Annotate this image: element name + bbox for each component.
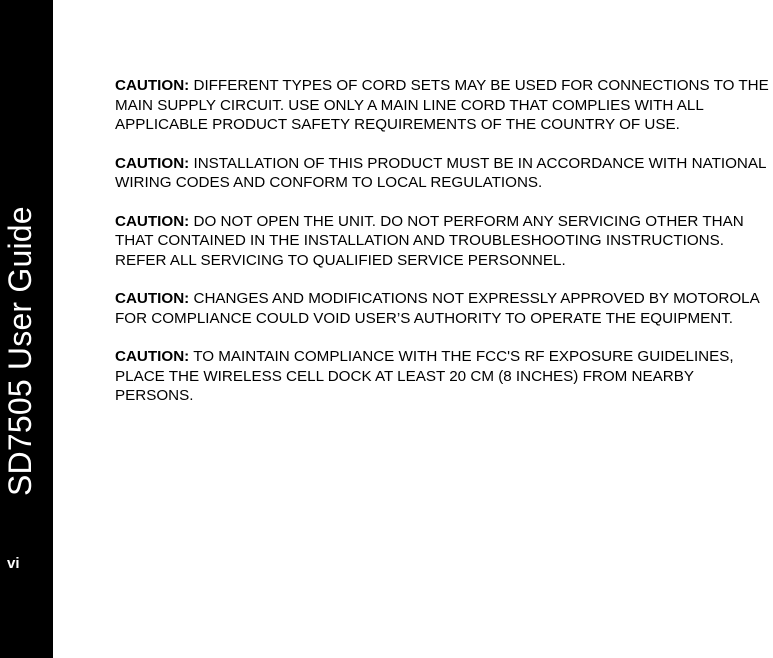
caution-label: CAUTION: (115, 77, 190, 94)
caution-label: CAUTION: (115, 154, 190, 172)
caution-do-not-open (115, 212, 773, 271)
caution-label: CAUTION: (115, 348, 190, 365)
caution-modifications (115, 289, 773, 328)
caution-installation (115, 154, 773, 193)
caution-label: CAUTION: (115, 290, 190, 307)
caution-text: DO NOT OPEN THE UNIT. DO NOT PERFORM ANY SERVICING OTHER THAN THAT CONTAINED IN THE INSTALLATION AND TROUBLESHOOTING INSTRUCTIONS. REFER ALL SERVICING TO QUALIFIED SERVICE PERSONNEL. (115, 212, 744, 269)
caution-text: DIFFERENT TYPES OF CORD SETS MAY BE USED FOR CONNECTIONS TO THE MAIN SUPPLY CIRCUIT. USE ONLY A MAIN LINE CORD THAT COMPLIES WITH ALL APPLICABLE PRODUCT SAFETY REQUIREMENTS OF THE COUNTRY OF USE. (115, 77, 769, 133)
caution-list (115, 76, 773, 425)
caution-text: CHANGES AND MODIFICATIONS NOT EXPRESSLY APPROVED BY MOTOROLA FOR COMPLIANCE COULD VOID USER’S AUTHORITY TO OPERATE THE EQUIPMENT. (115, 290, 759, 327)
caution-text: TO MAINTAIN COMPLIANCE WITH THE FCC'S RF EXPOSURE GUIDELINES, PLACE THE WIRELESS CELL DOCK AT LEAST 20 CM (8 INCHES) FROM NEARBY PERSONS. (115, 348, 734, 404)
page-number: vi (7, 555, 20, 572)
caution-text: INSTALLATION OF THIS PRODUCT MUST BE IN ACCORDANCE WITH NATIONAL WIRING CODES AND CONFORM TO LOCAL REGULATIONS. (115, 154, 766, 191)
caution-rf-exposure (115, 347, 773, 406)
caution-cord-sets (115, 76, 773, 135)
document-title: SD7505 User Guide (2, 206, 38, 496)
caution-label: CAUTION: (115, 212, 190, 230)
sidebar (0, 0, 53, 658)
